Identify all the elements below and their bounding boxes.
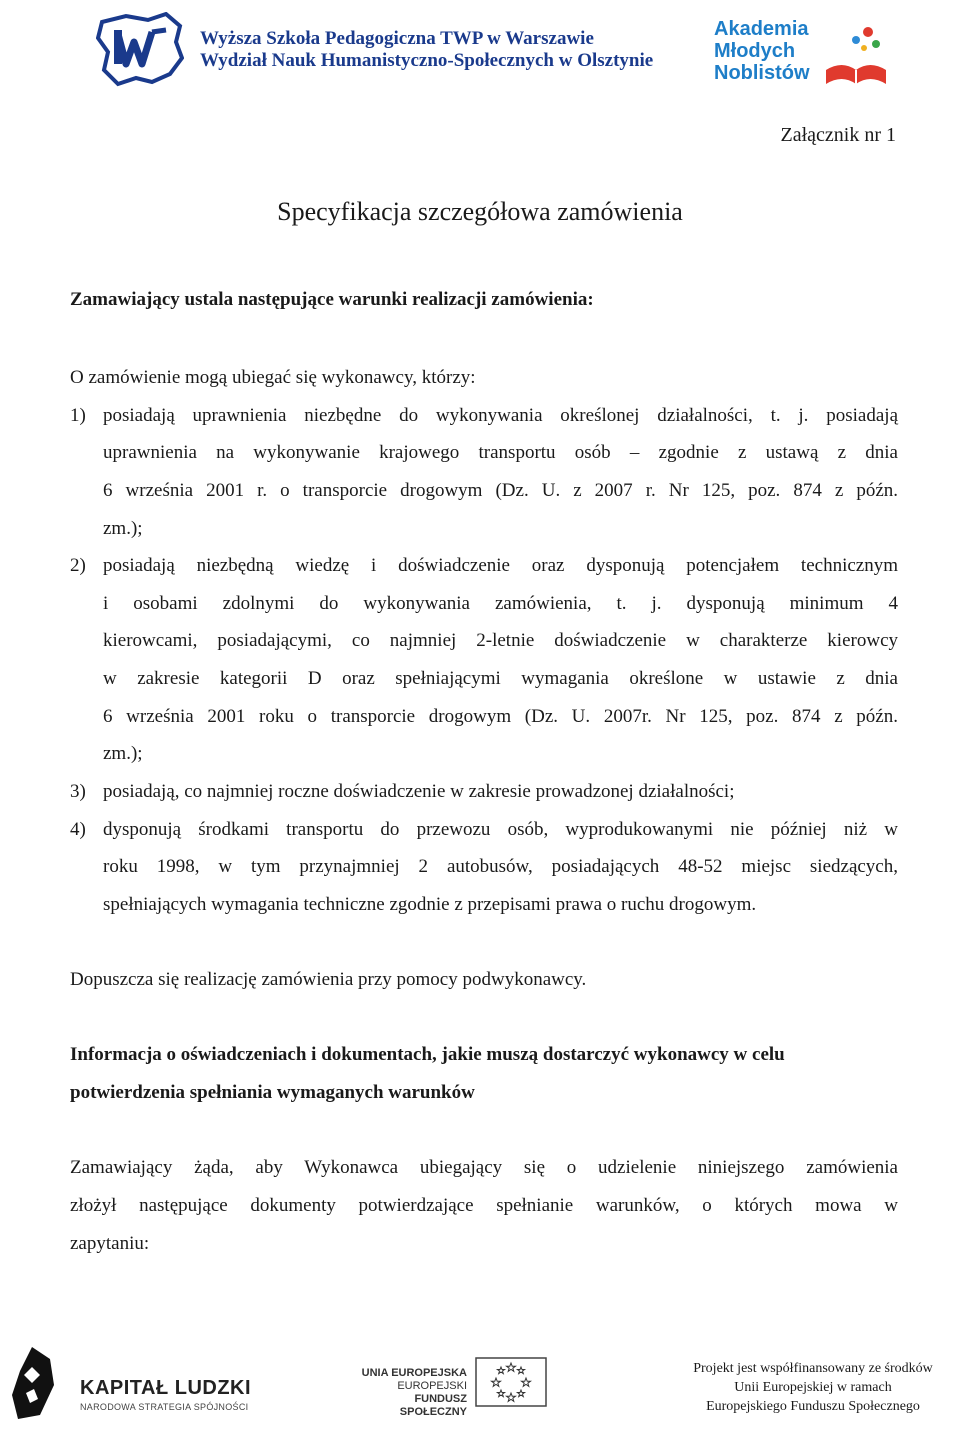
project-funding-note: [668, 1359, 958, 1416]
amn-logo-line1: Akademia: [714, 18, 809, 40]
closing-line: Zamawiający żąda, aby Wykonawca ubiegający się o udzielenie niniejszego zamówienia: [70, 1157, 898, 1178]
subcontract-text: Dopuszcza się realizację zamówienia przy pomocy podwykonawcy.: [70, 969, 587, 990]
conditions-heading: Zamawiający ustala następujące warunki realizacji zamówienia:: [70, 289, 594, 310]
project-line: Projekt jest współfinansowany ze środków: [693, 1361, 933, 1376]
item-2-line: zm.);: [103, 743, 143, 764]
book-icon: [820, 20, 890, 92]
eu-fund-label: [355, 1367, 467, 1419]
closing-line: złożył następujące dokumenty potwierdzające spełnianie warunków, o których mowa w: [70, 1195, 898, 1216]
documents-heading: Informacja o oświadczeniach i dokumentach, jakie muszą dostarczyć wykonawcy w celu: [70, 1044, 785, 1065]
intro-text: O zamówienie mogą ubiegać się wykonawcy, którzy:: [70, 367, 476, 388]
kapital-ludzki-subtitle: NARODOWA STRATEGIA SPÓJNOŚCI: [80, 1402, 249, 1412]
amn-logo-line2: Młodych: [714, 40, 796, 62]
kapital-ludzki-title: KAPITAŁ LUDZKI: [80, 1377, 252, 1399]
eu-line: UNIA EUROPEJSKA: [361, 1367, 467, 1379]
item-2-line: 6 września 2001 roku o transporcie drogowym (Dz. U. 2007r. Nr 125, poz. 874 z późn.: [103, 706, 898, 727]
item-2-line: kierowcami, posiadającymi, co najmniej 2-letnie doświadczenie w charakterze kierowcy: [103, 630, 898, 651]
eu-line: FUNDUSZ SPOŁECZNY: [399, 1393, 467, 1418]
school-name-line1: Wyższa Szkoła Pedagogiczna TWP w Warszawie: [200, 28, 594, 49]
amn-logo: [700, 10, 894, 96]
school-name-line2: Wydział Nauk Humanistyczno-Społecznych w Olsztynie: [200, 50, 654, 71]
item-2-number: 2): [70, 555, 86, 576]
item-1-line: zm.);: [103, 518, 143, 539]
item-2-line: w zakresie kategorii D oraz spełniającymi wymagania określone w ustawie z dnia: [103, 668, 898, 689]
item-1-line: uprawnienia na wykonywanie krajowego transportu osób – zgodnie z ustawą z dnia: [103, 442, 898, 463]
kapital-ludzki-icon: [10, 1345, 56, 1421]
closing-line: zapytaniu:: [70, 1233, 150, 1254]
item-1-number: 1): [70, 405, 86, 426]
project-line: Europejskiego Funduszu Społecznego: [706, 1399, 920, 1414]
amn-logo-text: [714, 18, 810, 84]
eu-flag-icon: [475, 1357, 547, 1407]
item-4-line: dysponują środkami transportu do przewozu osób, wyprodukowanymi nie później niż w: [103, 819, 898, 840]
item-4-line: roku 1998, w tym przynajmniej 2 autobusów, posiadających 48-52 miejsc siedzących,: [103, 856, 898, 877]
item-4-number: 4): [70, 819, 86, 840]
document-title: Specyfikacja szczegółowa zamówienia: [277, 197, 683, 226]
annex-label: Załącznik nr 1: [780, 124, 896, 146]
school-name: [200, 28, 653, 72]
kapital-ludzki-logo: [80, 1377, 251, 1412]
item-2-line: posiadają niezbędną wiedzę i doświadczenie oraz dysponują potencjałem technicznym: [103, 555, 898, 576]
project-line: Unii Europejskiej w ramach: [734, 1380, 892, 1395]
documents-heading: potwierdzenia spełniania wymaganych warunków: [70, 1082, 475, 1103]
item-3-line: posiadają, co najmniej roczne doświadczenie w zakresie prowadzonej działalności;: [103, 781, 735, 802]
eu-line: EUROPEJSKI: [397, 1380, 467, 1392]
university-logo: [96, 12, 184, 88]
item-3-number: 3): [70, 781, 86, 802]
amn-logo-line3: Noblistów: [714, 62, 810, 84]
item-4-line: spełniających wymagania techniczne zgodnie z przepisami prawa o ruchu drogowym.: [103, 894, 757, 915]
item-1-line: 6 września 2001 r. o transporcie drogowym (Dz. U. z 2007 r. Nr 125, poz. 874 z późn.: [103, 480, 898, 501]
item-2-line: i osobami zdolnymi do wykonywania zamówienia, t. j. dysponują minimum 4: [103, 593, 898, 614]
item-1-line: posiadają uprawnienia niezbędne do wykonywania określonej działalności, t. j. posiadają: [103, 405, 898, 426]
